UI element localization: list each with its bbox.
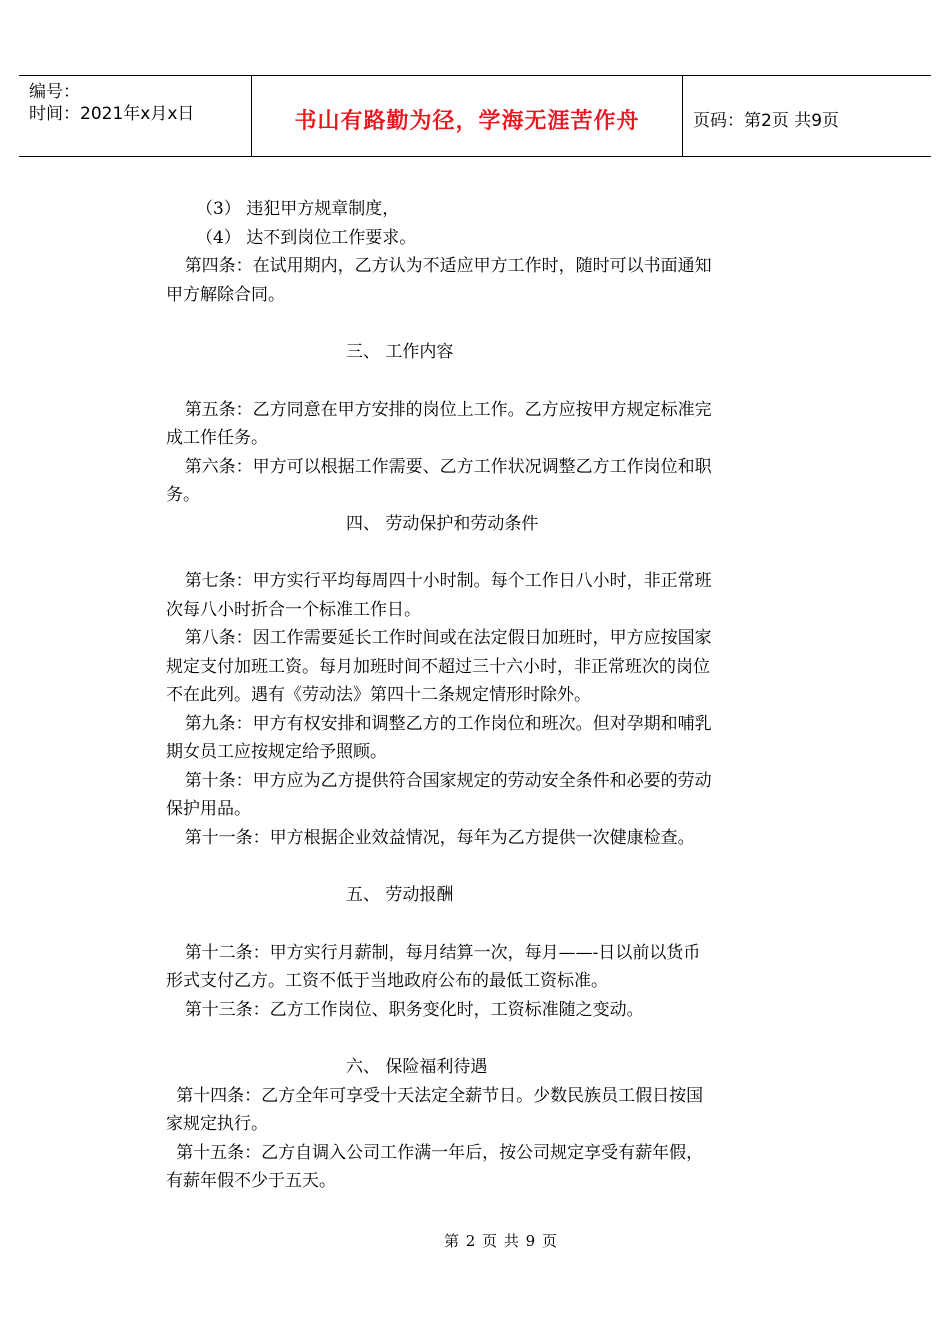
document-body — [166, 195, 786, 1196]
header-meta — [19, 76, 252, 156]
header-page-info: 页码：第2页 共9页 — [693, 110, 840, 131]
article-10-line-1: 第十条：甲方应为乙方提供符合国家规定的劳动安全条件和必要的劳动 — [184, 770, 712, 791]
article-7-line-1: 第七条：甲方实行平均每周四十小时制。每个工作日八小时，非正常班 — [184, 571, 712, 591]
page-header — [19, 75, 931, 157]
document-number-label: 编号： — [29, 82, 80, 102]
clause-item-4: （4） 达不到岗位工作要求。 — [196, 227, 417, 248]
article-8-line-3: 不在此列。遇有《劳动法》第四十二条规定情形时除外。 — [166, 685, 591, 705]
clause-item-3: （3） 违犯甲方规章制度， — [196, 199, 400, 219]
article-7-line-2: 次每八小时折合一个标准工作日。 — [166, 599, 421, 620]
section-heading-3: 三、 工作内容 — [346, 342, 454, 362]
header-motto: 书山有路勤为径，学海无涯苦作舟 — [294, 108, 640, 134]
article-12-line-2: 形式支付乙方。工资不低于当地政府公布的最低工资标准。 — [166, 971, 608, 991]
section-heading-6: 六、 保险福利待遇 — [346, 1057, 488, 1077]
article-8-line-2: 规定支付加班工资。每月加班时间不超过三十六小时，非正常班次的岗位 — [166, 656, 710, 677]
article-15-line-1: 第十五条：乙方自调入公司工作满一年后，按公司规定享受有薪年假， — [176, 1142, 704, 1163]
article-14-line-2: 家规定执行。 — [166, 1114, 268, 1134]
article-9-line-1: 第九条：甲方有权安排和调整乙方的工作岗位和班次。但对孕期和哺乳 — [184, 713, 712, 734]
page-footer: 第 2 页 共 9 页 — [444, 1232, 558, 1250]
section-heading-4: 四、 劳动保护和劳动条件 — [346, 513, 539, 534]
article-6-line-1: 第六条：甲方可以根据工作需要、乙方工作状况调整乙方工作岗位和职 — [184, 456, 712, 477]
header-motto-cell — [252, 76, 683, 156]
article-4-line-2: 甲方解除合同。 — [166, 284, 285, 305]
article-6-line-2: 务。 — [166, 485, 200, 505]
header-page-cell — [683, 76, 931, 156]
article-15-line-2: 有薪年假不少于五天。 — [166, 1171, 336, 1191]
document-time: 时间：2021年x月x日 — [29, 104, 195, 124]
article-14-line-1: 第十四条：乙方全年可享受十天法定全薪节日。少数民族员工假日按国 — [176, 1085, 704, 1106]
article-5-line-2: 成工作任务。 — [166, 428, 268, 448]
article-13-line-1: 第十三条：乙方工作岗位、职务变化时，工资标准随之变动。 — [184, 999, 644, 1020]
article-12-line-1: 第十二条：甲方实行月薪制，每月结算一次，每月——-日以前以货币 — [184, 942, 701, 963]
article-5-line-1: 第五条：乙方同意在甲方安排的岗位上工作。乙方应按甲方规定标准完 — [184, 399, 712, 420]
article-8-line-1: 第八条：因工作需要延长工作时间或在法定假日加班时，甲方应按国家 — [184, 628, 712, 648]
article-10-line-2: 保护用品。 — [166, 799, 251, 819]
article-9-line-2: 期女员工应按规定给予照顾。 — [166, 742, 387, 762]
article-4-line-1: 第四条：在试用期内，乙方认为不适应甲方工作时，随时可以书面通知 — [184, 256, 712, 276]
article-11-line-1: 第十一条：甲方根据企业效益情况，每年为乙方提供一次健康检查。 — [184, 827, 695, 848]
section-heading-5: 五、 劳动报酬 — [346, 885, 454, 905]
